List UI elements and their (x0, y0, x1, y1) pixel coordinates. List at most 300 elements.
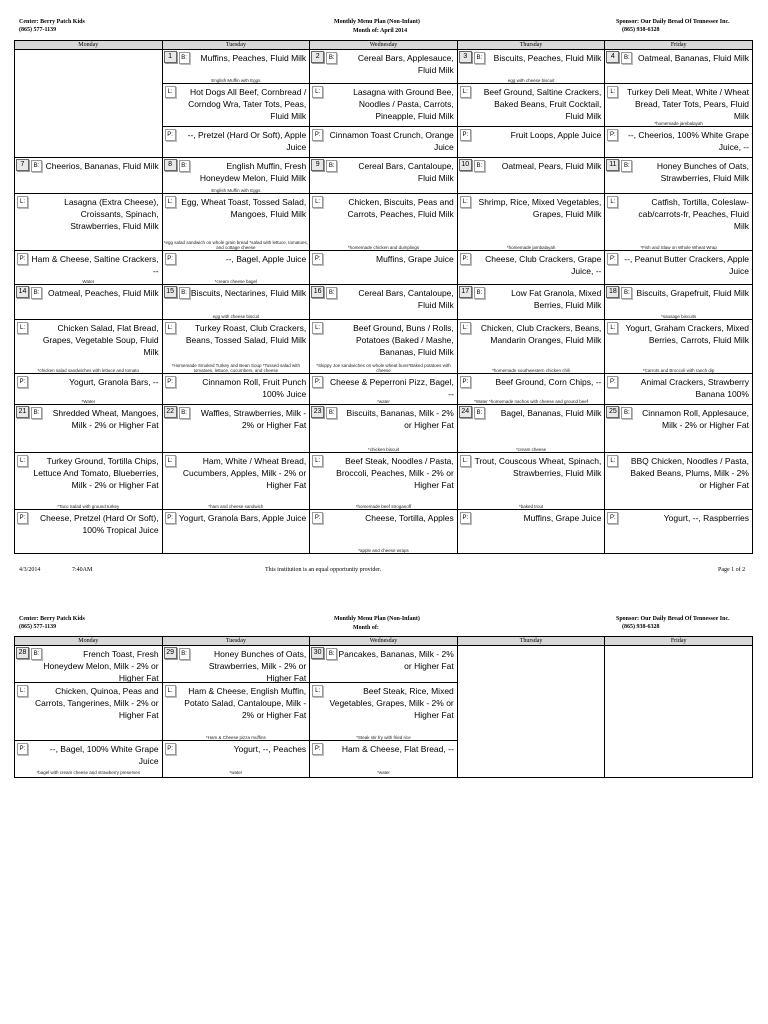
menu-note: egg with cheese biscuit (212, 314, 260, 319)
meal-label: B: (474, 287, 485, 299)
meal-label: B: (326, 160, 337, 172)
meal-section-breakfast (310, 646, 457, 683)
meal-section-snack (163, 510, 310, 553)
meal-label: L: (312, 86, 323, 98)
meal-label: L: (460, 196, 471, 208)
meal-section-breakfast (458, 50, 605, 84)
center-phone: (865) 577-1139 (19, 27, 57, 33)
meal-label: P: (607, 253, 618, 265)
meal-section-lunch (605, 194, 752, 251)
meal-label: B: (326, 52, 337, 64)
day-number: 7 (16, 159, 29, 171)
menu-items: Honey Bunches of Oats, Strawberries, Milk - 2% or Higher Fat (208, 649, 307, 683)
menu-items: Cinnamon Roll, Applesauce, Milk - 2% or Higher Fat (642, 408, 749, 430)
menu-note: English Muffin with Eggs (211, 78, 261, 83)
menu-items: Cereal Bars, Applesauce, Fluid Milk (357, 53, 454, 75)
menu-items: Lasagna with Ground Bee, Noodles / Pasta, Carrots, Pineapple, Fluid Milk (353, 87, 454, 121)
meal-label: B: (621, 287, 632, 299)
menu-items: Yogurt, --, Raspberries (663, 513, 749, 523)
day-cell (15, 285, 163, 405)
menu-title: Monthly Menu Plan (Non-Infant) (334, 616, 420, 622)
meal-section-breakfast (15, 646, 162, 683)
meal-label: P: (460, 129, 471, 141)
day-cell (162, 50, 310, 158)
menu-note: *homemade beef stroganoff (355, 504, 412, 509)
meal-section-breakfast (163, 405, 310, 453)
meal-section-lunch (15, 453, 162, 510)
footer-time: 7:40AM (72, 567, 93, 573)
meal-section-breakfast (458, 405, 605, 453)
meal-section-breakfast (605, 285, 752, 320)
menu-calendar-table (14, 636, 753, 778)
day-header-thursday: Thursday (457, 41, 605, 50)
menu-items: Ham, White / Wheat Bread, Cucumbers, Apples, Milk - 2% or Higher Fat (182, 456, 307, 490)
meal-label: P: (17, 376, 28, 388)
sponsor-phone: (865) 938-6328 (622, 27, 660, 33)
meal-section-breakfast (163, 646, 310, 683)
meal-label: P: (460, 253, 471, 265)
meal-label: B: (179, 52, 190, 64)
menu-items: Ham & Cheese, Saltine Crackers, -- (31, 254, 159, 276)
meal-label: B: (474, 407, 485, 419)
menu-items: English Muffin, Fresh Honeydew Melon, Fluid Milk (199, 161, 307, 183)
menu-items: Yogurt, --, Peaches (233, 744, 307, 754)
meal-label: L: (17, 685, 28, 697)
day-number: 3 (459, 51, 472, 63)
meal-label: B: (326, 407, 337, 419)
meal-section-breakfast (15, 158, 162, 194)
footer-date: 4/3/2014 (19, 567, 41, 573)
menu-note: *Water *homemade nachos with cheese and ground beef (474, 399, 589, 404)
day-number: 15 (164, 286, 177, 298)
day-cell (605, 405, 753, 554)
meal-label: L: (312, 322, 323, 334)
day-header-thursday: Thursday (457, 637, 605, 646)
footer-page-number: Page 1 of 2 (718, 567, 746, 573)
menu-items: Yogurt, Granola Bars, Apple Juice (178, 513, 307, 523)
day-header-wednesday: Wednesday (310, 41, 458, 50)
meal-label: B: (31, 648, 42, 660)
menu-items: Yogurt, Graham Crackers, Mixed Berries, Carrots, Fluid Milk (625, 323, 749, 345)
meal-label: P: (17, 253, 28, 265)
meal-section-lunch (163, 683, 310, 741)
menu-items: Cheese & Peperroni Pizz, Bagel, -- (329, 377, 454, 399)
meal-label: B: (621, 160, 632, 172)
day-cell (162, 646, 310, 778)
menu-note: *water (377, 399, 390, 404)
meal-label: L: (312, 685, 323, 697)
meal-section-breakfast (605, 405, 752, 453)
day-number: 22 (164, 406, 177, 418)
meal-section-snack (15, 251, 162, 284)
meal-label: L: (165, 322, 176, 334)
day-cell (15, 158, 163, 285)
meal-label: L: (607, 322, 618, 334)
menu-note: *chicken salad sandwiches with lettuce and tomato (37, 368, 139, 373)
center-phone: (865) 577-1139 (19, 624, 57, 630)
meal-section-lunch (15, 194, 162, 251)
meal-label: P: (312, 376, 323, 388)
meal-label: P: (312, 253, 323, 265)
week-row (15, 285, 753, 405)
day-number: 23 (311, 406, 324, 418)
meal-label: L: (607, 86, 618, 98)
menu-note: *Water (81, 399, 96, 404)
meal-label: L: (17, 322, 28, 334)
meal-label: L: (165, 685, 176, 697)
meal-section-breakfast (15, 285, 162, 320)
meal-label: P: (165, 743, 176, 755)
menu-note: *homemade jambalayah (506, 245, 556, 250)
menu-items: Cinnamon Toast Crunch, Orange Juice (329, 130, 454, 152)
week-row (15, 405, 753, 554)
menu-note: egg with cheese biscuit (507, 78, 555, 83)
meal-section-snack (605, 374, 752, 404)
menu-items: Beef Ground, Buns / Rolls, Potatoes (Baked / Mashe, Bananas, Fluid Milk (353, 323, 454, 357)
meal-label: P: (607, 129, 618, 141)
menu-items: Muffins, Grape Juice (375, 254, 454, 264)
empty-day-cell (457, 646, 605, 778)
menu-note: *Steak stir fry with fried rice (356, 735, 411, 740)
day-number: 2 (311, 51, 324, 63)
meal-section-breakfast (310, 158, 457, 194)
day-cell (162, 158, 310, 285)
meal-section-snack (310, 374, 457, 404)
meal-section-breakfast (310, 50, 457, 84)
meal-label: P: (607, 512, 618, 524)
meal-section-lunch (458, 194, 605, 251)
day-header-tuesday: Tuesday (162, 637, 310, 646)
menu-items: Lasagna (Extra Cheese), Croissants, Spinach, Strawberries, Fluid Milk (64, 197, 159, 231)
meal-section-lunch (310, 194, 457, 251)
menu-note: *homemade southwestern chicken chili (492, 368, 570, 373)
day-cell (457, 50, 605, 158)
day-header-monday: Monday (15, 41, 163, 50)
week-row (15, 158, 753, 285)
day-cell (310, 50, 458, 158)
menu-items: Cheese, Club Crackers, Grape Juice, -- (485, 254, 602, 276)
menu-items: Biscuits, Bananas, Milk - 2% or Higher Fat (346, 408, 454, 430)
menu-note: *Carrots and Broccoli with ranch dip (642, 368, 715, 373)
day-number: 11 (606, 159, 619, 171)
meal-section-breakfast (310, 405, 457, 453)
meal-label: B: (621, 407, 632, 419)
day-number: 29 (164, 647, 177, 659)
menu-items: Catfish, Tortilla, Coleslaw-cab/carrots-fr, Peaches, Fluid Milk (638, 197, 749, 231)
menu-items: Turkey Roast, Club Crackers, Beans, Tossed Salad, Fluid Milk (185, 323, 307, 345)
menu-items: Chicken, Biscuits, Peas and Carrots, Peaches, Fluid Milk (347, 197, 454, 219)
meal-section-lunch (310, 84, 457, 127)
meal-section-lunch (605, 320, 752, 374)
menu-note: *Ham & Cheese pizza muffins (206, 735, 266, 740)
menu-items: Turkey Deli Meat, White / Wheat Bread, Tater Tots, Pears, Fluid Milk (626, 87, 749, 121)
meal-label: B: (179, 287, 190, 299)
day-cell (457, 285, 605, 405)
meal-section-lunch (163, 320, 310, 374)
meal-section-snack (310, 510, 457, 553)
menu-title: Monthly Menu Plan (Non-Infant) (334, 19, 420, 25)
sponsor-name: Sponsor: Our Daily Bread Of Tennessee Inc. (616, 19, 730, 25)
meal-label: B: (179, 160, 190, 172)
day-number: 10 (459, 159, 472, 171)
meal-section-breakfast (163, 158, 310, 194)
meal-label: L: (165, 86, 176, 98)
meal-section-lunch (458, 84, 605, 127)
day-cell (15, 646, 163, 778)
menu-items: Biscuits, Grapefruit, Fluid Milk (636, 288, 749, 298)
meal-label: L: (460, 455, 471, 467)
menu-items: Hot Dogs All Beef, Cornbread / Corndog Wra, Tater Tots, Peas, Fluid Milk (188, 87, 307, 121)
day-number: 30 (311, 647, 324, 659)
empty-day-cell (605, 646, 753, 778)
meal-label: P: (312, 129, 323, 141)
meal-label: L: (312, 196, 323, 208)
menu-items: --, Cheerios, 100% White Grape Juice, -- (628, 130, 749, 152)
menu-items: Beef Steak, Rice, Mixed Vegetables, Grapes, Milk - 2% or Higher Fat (329, 686, 454, 720)
meal-section-lunch (163, 84, 310, 127)
meal-label: P: (460, 376, 471, 388)
day-header-friday: Friday (605, 637, 753, 646)
meal-label: B: (326, 648, 337, 660)
menu-note: *water (229, 770, 243, 775)
meal-label: P: (165, 129, 176, 141)
week-row (15, 646, 753, 778)
day-number: 28 (16, 647, 29, 659)
menu-items: Trout, Couscous Wheat, Spinach, Strawberries, Fluid Milk (474, 456, 602, 478)
meal-section-snack (458, 251, 605, 284)
day-cell (15, 405, 163, 554)
menu-note: *Fish and Slaw on Whole Wheat Wrap (640, 245, 717, 250)
menu-items: Cheese, Tortilla, Apples (365, 513, 454, 523)
meal-section-lunch (310, 453, 457, 510)
menu-month: Month of: (353, 625, 379, 631)
center-name: Center: Berry Patch Kids (19, 616, 85, 622)
meal-section-lunch (605, 84, 752, 127)
menu-items: Egg, Wheat Toast, Tossed Salad, Mangoes, Fluid Milk (181, 197, 307, 219)
menu-note: *sausage biscuits (661, 314, 697, 319)
day-number: 14 (16, 286, 29, 298)
meal-section-snack (605, 510, 752, 553)
day-cell (605, 285, 753, 405)
meal-section-breakfast (163, 50, 310, 84)
menu-note: *homemade jambalayah (654, 121, 703, 126)
meal-label: P: (165, 512, 176, 524)
menu-calendar-table (14, 40, 753, 554)
meal-section-snack (458, 127, 605, 155)
menu-items: Shredded Wheat, Mangoes, Milk - 2% or Higher Fat (52, 408, 159, 430)
meal-section-snack (163, 741, 310, 775)
day-header-friday: Friday (605, 41, 753, 50)
menu-items: Chicken Salad, Flat Bread, Grapes, Vegetable Soup, Fluid Milk (42, 323, 159, 357)
menu-items: Cheerios, Bananas, Fluid Milk (45, 161, 159, 171)
sponsor-name: Sponsor: Our Daily Bread Of Tennessee Inc. (616, 616, 730, 622)
menu-items: Chicken, Club Crackers, Beans, Mandarin Oranges, Fluid Milk (480, 323, 602, 345)
day-number: 25 (606, 406, 619, 418)
meal-label: L: (312, 455, 323, 467)
meal-label: P: (17, 512, 28, 524)
meal-section-snack (15, 510, 162, 553)
menu-items: Shrimp, Rice, Mixed Vegetables, Grapes, Fluid Milk (478, 197, 602, 219)
empty-day-cell (15, 50, 163, 158)
menu-items: --, Bagel, 100% White Grape Juice (49, 744, 159, 766)
day-number: 16 (311, 286, 324, 298)
sponsor-phone: (865) 938-6328 (622, 624, 660, 630)
day-cell (310, 405, 458, 554)
menu-items: Cinnamon Roll, Fruit Punch 100% Juice (202, 377, 307, 399)
meal-section-breakfast (605, 158, 752, 194)
menu-items: Oatmeal, Pears, Fluid Milk (501, 161, 602, 171)
meal-section-snack (458, 510, 605, 553)
day-number: 24 (459, 406, 472, 418)
day-cell (457, 405, 605, 554)
meal-label: L: (607, 196, 618, 208)
menu-note: *Homemade Smoked Turkey and Bean Soup *Tossed salad with tomatoes, lettuce, cucumbers, and cheese (171, 363, 301, 373)
menu-month: Month of: April 2014 (353, 28, 408, 34)
day-header-wednesday: Wednesday (310, 637, 458, 646)
menu-note: *bagel with cream cheese and strawberry preserves (36, 770, 141, 775)
menu-items: Animal Crackers, Strawberry Banana 100% (640, 377, 749, 399)
day-cell (605, 50, 753, 158)
day-cell (457, 158, 605, 285)
meal-section-lunch (163, 194, 310, 251)
menu-note: *egg salad sandwich on whole grain bread *salad with lettuce, tomatoes, and cottage cheese (163, 240, 309, 250)
meal-section-lunch (605, 453, 752, 510)
day-number: 1 (164, 51, 177, 63)
meal-label: B: (179, 407, 190, 419)
menu-note: English Muffin with Eggs (211, 188, 261, 193)
meal-section-lunch (15, 683, 162, 741)
meal-section-breakfast (15, 405, 162, 453)
menu-note: *homemade chicken and dumplings (347, 245, 420, 250)
day-number: 18 (606, 286, 619, 298)
day-cell (310, 646, 458, 778)
meal-label: B: (326, 287, 337, 299)
menu-items: Biscuits, Peaches, Fluid Milk (493, 53, 602, 63)
menu-items: Oatmeal, Bananas, Fluid Milk (637, 53, 749, 63)
meal-label: B: (31, 287, 42, 299)
meal-label: B: (621, 52, 632, 64)
menu-items: --, Peanut Butter Crackers, Apple Juice (624, 254, 749, 276)
meal-label: B: (31, 407, 42, 419)
day-header-tuesday: Tuesday (162, 41, 310, 50)
meal-label: P: (460, 512, 471, 524)
menu-items: Biscuits, Nectarines, Fluid Milk (190, 288, 307, 298)
menu-items: --, Pretzel (Hard Or Soft), Apple Juice (187, 130, 307, 152)
meal-label: L: (607, 455, 618, 467)
meal-label: L: (165, 455, 176, 467)
meal-section-snack (458, 374, 605, 404)
meal-label: L: (17, 196, 28, 208)
menu-note: *Taco Salad with ground turkey (57, 504, 120, 509)
menu-items: Muffins, Peaches, Fluid Milk (200, 53, 307, 63)
meal-label: P: (607, 376, 618, 388)
menu-items: --, Bagel, Apple Juice (225, 254, 307, 264)
week-row (15, 50, 753, 158)
meal-label: L: (460, 322, 471, 334)
meal-label: L: (460, 86, 471, 98)
menu-items: Fruit Loops, Apple Juice (510, 130, 602, 140)
menu-items: Bagel, Bananas, Fluid Milk (500, 408, 602, 418)
menu-items: Muffins, Grape Juice (523, 513, 602, 523)
meal-section-snack (15, 741, 162, 775)
menu-items: Oatmeal, Peaches, Fluid Milk (48, 288, 159, 298)
meal-section-lunch (15, 320, 162, 374)
meal-label: P: (17, 743, 28, 755)
menu-items: Pancakes, Bananas, Milk - 2% or Higher Fat (338, 649, 454, 671)
menu-items: BBQ Chicken, Noodles / Pasta, Baked Beans, Plums, Milk - 2% or Higher Fat (630, 456, 749, 490)
menu-items: Cheese, Pretzel (Hard Or Soft), 100% Tropical Juice (40, 513, 159, 535)
day-cell (162, 405, 310, 554)
meal-label: B: (474, 52, 485, 64)
meal-label: B: (179, 648, 190, 660)
menu-items: Honey Bunches of Oats, Strawberries, Fluid Milk (656, 161, 749, 183)
meal-section-snack (605, 127, 752, 155)
center-name: Center: Berry Patch Kids (19, 19, 85, 25)
day-cell (605, 158, 753, 285)
meal-label: P: (312, 743, 323, 755)
meal-label: B: (31, 160, 42, 172)
meal-section-lunch (458, 453, 605, 510)
day-cell (310, 285, 458, 405)
meal-label: B: (474, 160, 485, 172)
meal-label: L: (165, 196, 176, 208)
menu-items: Beef Ground, Saltine Crackers, Baked Beans, Fruit Cocktail, Fluid Milk (483, 87, 602, 121)
menu-note: Water (82, 279, 95, 284)
menu-note: *apple and cheese wraps (358, 548, 409, 553)
meal-section-breakfast (458, 285, 605, 320)
menu-note: *baked trout (518, 504, 544, 509)
meal-section-lunch (310, 683, 457, 741)
meal-section-snack (15, 374, 162, 404)
menu-note: *cream cheese (516, 447, 547, 452)
menu-items: Turkey Ground, Tortilla Chips, Lettuce And Tomato, Blueberries, Milk - 2% or Higher Fat (33, 456, 159, 490)
menu-items: Waffles, Strawberries, Milk - 2% or Higher Fat (200, 408, 307, 430)
meal-section-snack (310, 127, 457, 155)
meal-section-snack (163, 127, 310, 155)
meal-section-lunch (458, 320, 605, 374)
menu-items: Chicken, Quinoa, Peas and Carrots, Tangerines, Milk - 2% or Higher Fat (34, 686, 159, 720)
menu-page-2 (0, 590, 768, 1024)
menu-note: *water (377, 770, 390, 775)
menu-items: Ham & Cheese, English Muffin, Potato Salad, Cantaloupe, Milk - 2% or Higher Fat (184, 686, 307, 720)
day-cell (162, 285, 310, 405)
meal-section-snack (163, 251, 310, 284)
footer-notice: This institution is an equal opportunity provider. (265, 567, 382, 573)
menu-items: Ham & Cheese, Flat Bread, -- (341, 744, 454, 754)
meal-section-breakfast (605, 50, 752, 84)
meal-section-snack (310, 741, 457, 775)
menu-items: Yogurt, Granola Bars, -- (69, 377, 159, 387)
day-number: 17 (459, 286, 472, 298)
day-header-monday: Monday (15, 637, 163, 646)
day-number: 4 (606, 51, 619, 63)
meal-section-breakfast (163, 285, 310, 320)
meal-section-snack (163, 374, 310, 404)
day-number: 9 (311, 159, 324, 171)
menu-items: French Toast, Fresh Honeydew Melon, Milk - 2% or Higher Fat (43, 649, 159, 683)
menu-note: *ham and cheese sandwich (208, 504, 264, 509)
menu-note: *Skippy Joe sandwiches on whole wheat buns*Baked potatoes with cheese (316, 363, 451, 373)
meal-section-snack (605, 251, 752, 284)
menu-items: Low Fat Granola, Mixed Berries, Fluid Milk (511, 288, 602, 310)
menu-items: Beef Ground, Corn Chips, -- (495, 377, 602, 387)
menu-items: Cereal Bars, Cantaloupe, Fluid Milk (358, 161, 454, 183)
menu-note: *chicken biscuit (367, 447, 399, 452)
meal-label: P: (165, 376, 176, 388)
menu-items: Cereal Bars, Cantaloupe, Fluid Milk (358, 288, 454, 310)
meal-label: P: (165, 253, 176, 265)
meal-section-lunch (310, 320, 457, 374)
